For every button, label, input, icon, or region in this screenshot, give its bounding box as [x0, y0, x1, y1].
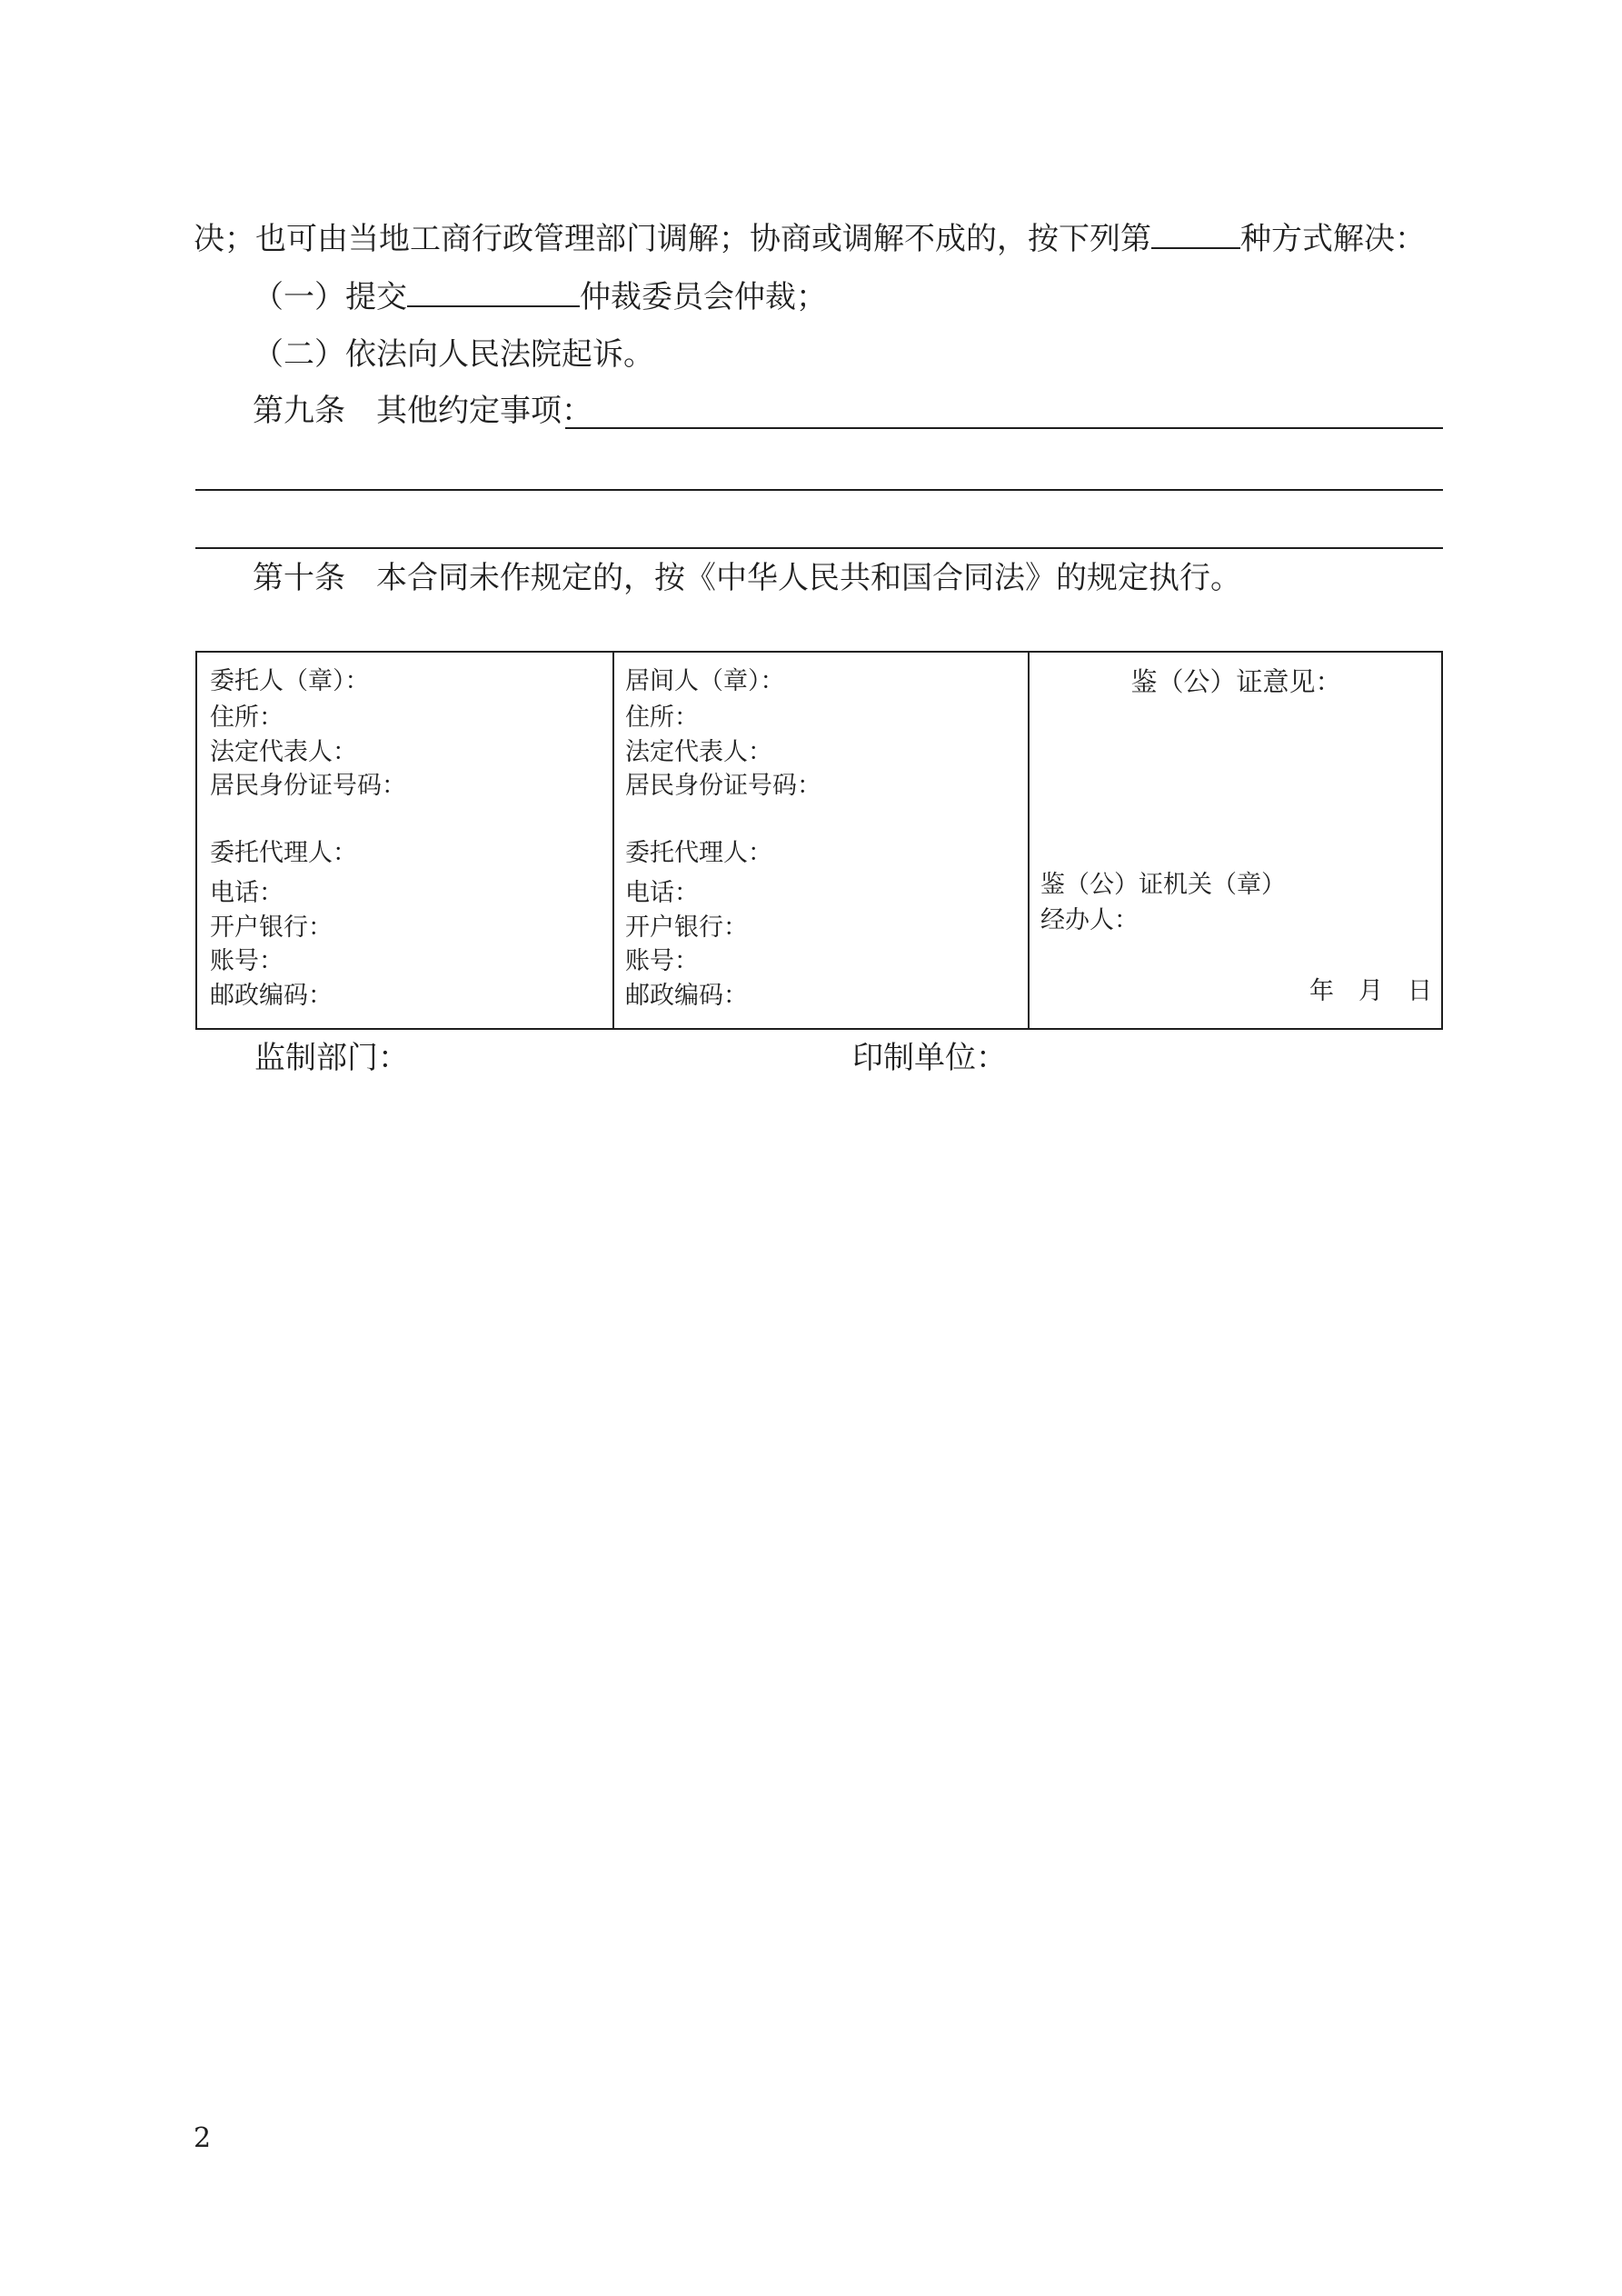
broker-title: 居间人（章）：	[625, 667, 785, 695]
client-postcode: 邮政编码：	[210, 982, 333, 1010]
supervisor-label: 监制部门：	[254, 1040, 409, 1076]
notary-handler: 经办人：	[1040, 906, 1139, 934]
signature-table	[195, 651, 1443, 1030]
notary-opinion-title: 鉴（公）证意见：	[1130, 666, 1342, 697]
notary-column	[1028, 653, 1443, 1028]
broker-agent: 委托代理人：	[625, 839, 772, 867]
client-legal-rep: 法定代表人：	[210, 738, 357, 766]
notary-authority: 鉴（公）证机关（章）	[1040, 871, 1286, 899]
option-arbitration-prefix: （一）提交	[253, 279, 407, 315]
article-10: 第十条 本合同未作规定的，按《中华人民共和国合同法》的规定执行。	[253, 560, 1241, 596]
broker-id-number: 居民身份证号码：	[625, 772, 821, 800]
option-arbitration	[253, 278, 827, 315]
client-bank: 开户银行：	[210, 913, 333, 942]
broker-postcode: 邮政编码：	[625, 982, 748, 1010]
dispute-text-end: 种方式解决：	[1240, 221, 1426, 257]
broker-address: 住所：	[625, 704, 699, 732]
broker-legal-rep: 法定代表人：	[625, 738, 772, 766]
notary-date: 年 月 日	[1309, 977, 1432, 1005]
broker-phone: 电话：	[625, 879, 699, 907]
printer-label: 印制单位：	[852, 1040, 1007, 1076]
page-number: 2	[194, 2122, 212, 2154]
article-9-blank-line-3[interactable]	[195, 547, 1443, 549]
client-address: 住所：	[210, 704, 284, 732]
paragraph-dispute-resolution	[194, 220, 1426, 257]
broker-column	[612, 653, 1030, 1028]
broker-account: 账号：	[625, 947, 699, 975]
article-9-blank-line-2[interactable]	[195, 489, 1443, 491]
client-agent: 委托代理人：	[210, 839, 357, 867]
broker-bank: 开户银行：	[625, 913, 748, 942]
client-account: 账号：	[210, 947, 284, 975]
option-litigation: （二）依法向人民法院起诉。	[253, 336, 654, 373]
dispute-text-start: 决；也可由当地工商行政管理部门调解；协商或调解不成的，按下列第	[194, 221, 1151, 257]
client-title: 委托人（章）：	[210, 667, 370, 695]
client-id-number: 居民身份证号码：	[210, 772, 406, 800]
client-column	[197, 653, 612, 1028]
article-9-label: 第九条 其他约定事项：	[253, 393, 592, 429]
method-number-blank[interactable]	[1151, 220, 1240, 249]
article-9-blank-line-1[interactable]	[565, 427, 1443, 429]
client-phone: 电话：	[210, 879, 284, 907]
option-arbitration-suffix: 仲裁委员会仲裁；	[580, 279, 827, 315]
arbitration-commission-blank[interactable]	[407, 278, 580, 307]
